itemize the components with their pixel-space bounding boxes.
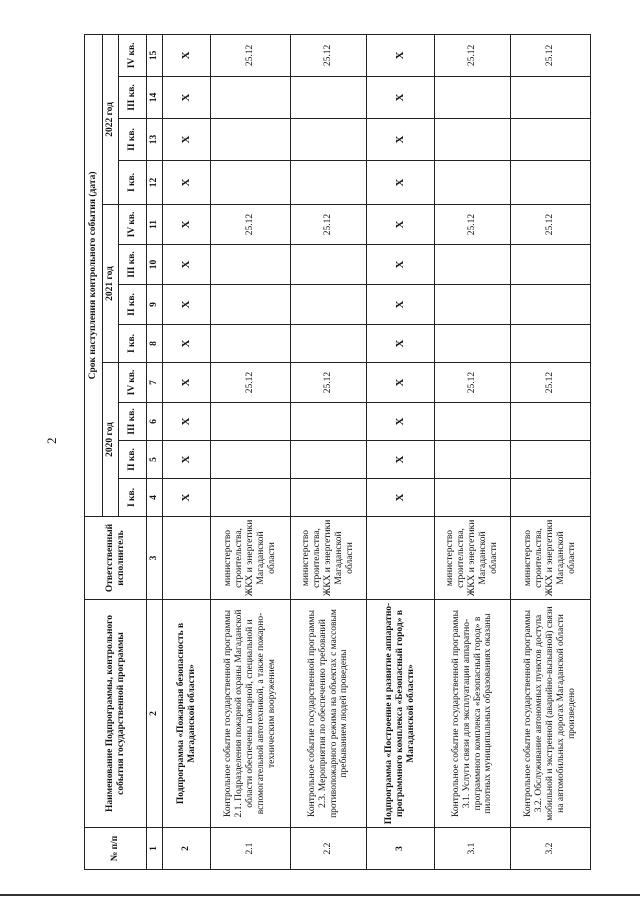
date-cell: 25.12 [511,363,591,403]
row-executor: министерство строительства, ЖКХ и энергетики Магаданской области [211,517,291,600]
header-quarter: I кв. [119,325,147,363]
not-applicable-mark: X [367,245,435,285]
not-applicable-mark: X [163,161,211,205]
row-executor: министерство строительства, ЖКХ и энергетики Магаданской области [435,517,511,600]
table-row [211,34,291,869]
not-applicable-mark: X [367,119,435,161]
date-cell: 25.12 [511,34,591,76]
header-index-cell: 14 [147,77,163,119]
row-number: 2.2 [291,828,367,870]
header-dates: Срок наступления контрольного события (дата) [85,34,103,516]
table-row [435,34,511,869]
not-applicable-mark: X [163,34,211,76]
header-quarter: III кв. [119,403,147,441]
not-applicable-mark: X [163,245,211,285]
header-quarter: II кв. [119,119,147,161]
date-cell [435,479,511,517]
date-cell [511,479,591,517]
row-number: 3.1 [435,828,511,870]
date-cell [435,77,511,119]
date-cell [211,245,291,285]
date-cell: 25.12 [435,34,511,76]
header-index-cell: 5 [147,441,163,479]
date-cell [435,403,511,441]
date-cell [291,77,367,119]
header-quarter: I кв. [119,479,147,517]
table-row [367,34,435,869]
date-cell: 25.12 [435,205,511,245]
row-number: 2 [163,828,211,870]
date-cell: 25.12 [291,363,367,403]
row-number: 2.1 [211,828,291,870]
date-cell [435,441,511,479]
date-cell [291,441,367,479]
date-cell: 25.12 [211,34,291,76]
header-quarter: III кв. [119,77,147,119]
row-name: Контрольное событие государственной программы 2.1. Подразделения пожарной охраны Магаданской области обеспечены пожарной, специальной и вспомогательной автотехникой, а также пожарно-техническим вооружением [211,600,291,828]
header-index-cell: 7 [147,363,163,403]
date-cell [211,77,291,119]
not-applicable-mark: X [163,77,211,119]
header-index-cell: 4 [147,479,163,517]
bottom-rule [0,894,640,896]
row-executor [163,517,211,600]
not-applicable-mark: X [163,119,211,161]
rotated-table-sheet [84,35,578,870]
date-cell [435,285,511,325]
header-index-cell: 15 [147,34,163,76]
header-year-2021: 2021 год [103,205,119,363]
date-cell [291,403,367,441]
not-applicable-mark: X [163,325,211,363]
header-quarter: III кв. [119,245,147,285]
not-applicable-mark: X [367,479,435,517]
header-index-cell: 11 [147,205,163,245]
not-applicable-mark: X [367,441,435,479]
header-index-cell: 13 [147,119,163,161]
header-executor: Ответственный исполнитель [85,517,147,600]
row-name: Контрольное событие государственной программы 3.2. Обслуживание автономных пунктов доступа мобильной и экстренной (аварийно-вызывной) связи на автомобильных дорогах Магаданской области произведено [511,600,591,828]
date-cell [211,403,291,441]
header-quarter: IV кв. [119,363,147,403]
row-number: 3.2 [511,828,591,870]
not-applicable-mark: X [367,161,435,205]
header-index-cell: 12 [147,161,163,205]
date-cell [511,403,591,441]
date-cell [511,325,591,363]
header-quarter: II кв. [119,285,147,325]
date-cell [511,285,591,325]
date-cell: 25.12 [211,363,291,403]
header-quarter: IV кв. [119,34,147,76]
not-applicable-mark: X [163,479,211,517]
table-row [163,34,211,869]
date-cell: 25.12 [291,34,367,76]
table-body [163,34,591,869]
date-cell [435,245,511,285]
not-applicable-mark: X [163,403,211,441]
date-cell [291,285,367,325]
date-cell [291,245,367,285]
date-cell [211,325,291,363]
header-name: Наименование Подпрограммы, контрольного события государственной программы [85,600,147,828]
not-applicable-mark: X [367,325,435,363]
header-quarter: IV кв. [119,205,147,245]
not-applicable-mark: X [163,363,211,403]
header-index-cell: 2 [147,600,163,828]
header-index-cell: 6 [147,403,163,441]
date-cell [511,441,591,479]
table-row [511,34,591,869]
table-header [85,34,163,869]
date-cell [435,119,511,161]
row-executor [367,517,435,600]
header-index-cell: 8 [147,325,163,363]
not-applicable-mark: X [367,77,435,119]
not-applicable-mark: X [367,34,435,76]
date-cell: 25.12 [291,205,367,245]
date-cell [291,119,367,161]
header-index-cell: 1 [147,828,163,870]
date-cell [435,161,511,205]
header-index-row [147,34,163,869]
date-cell [211,479,291,517]
header-quarter: I кв. [119,161,147,205]
not-applicable-mark: X [367,205,435,245]
not-applicable-mark: X [367,403,435,441]
date-cell [291,161,367,205]
date-cell [291,325,367,363]
table-row [291,34,367,869]
header-year-2022: 2022 год [103,34,119,204]
control-events-table [84,34,591,870]
date-cell: 25.12 [511,205,591,245]
not-applicable-mark: X [163,285,211,325]
row-name: Контрольное событие государственной программы 2.3. Мероприятия по обеспечению требований противопожарного режима на объектах с массовым пребыванием людей проведены [291,600,367,828]
date-cell [511,119,591,161]
date-cell [511,77,591,119]
row-number: 3 [367,828,435,870]
row-name: Подпрограмма «Построение и развитие аппаратно-программного комплекса «Безопасный город» в Магаданской области» [367,600,435,828]
not-applicable-mark: X [367,285,435,325]
date-cell [211,441,291,479]
header-index-cell: 9 [147,285,163,325]
not-applicable-mark: X [163,205,211,245]
date-cell [511,245,591,285]
date-cell [291,479,367,517]
date-cell [511,161,591,205]
date-cell [211,285,291,325]
header-index-cell: 3 [147,517,163,600]
row-executor: министерство строительства, ЖКХ и энергетики Магаданской области [511,517,591,600]
row-executor: министерство строительства, ЖКХ и энергетики Магаданской области [291,517,367,600]
header-year-2020: 2020 год [103,363,119,517]
not-applicable-mark: X [163,441,211,479]
row-name: Подпрограмма «Пожарная безопасность в Магаданской области» [163,600,211,828]
page-number: 2 [44,437,59,444]
row-name: Контрольное событие государственной программы 3.1. Услуги связи для эксплуатации аппаратно-программного комплекса «Безопасный город» в пилотных муниципальных образованиях оказаны [435,600,511,828]
date-cell [435,325,511,363]
header-num: № п/п [85,828,147,870]
date-cell [211,119,291,161]
date-cell [211,161,291,205]
date-cell: 25.12 [435,363,511,403]
not-applicable-mark: X [367,363,435,403]
header-index-cell: 10 [147,245,163,285]
date-cell: 25.12 [211,205,291,245]
header-quarter: II кв. [119,441,147,479]
